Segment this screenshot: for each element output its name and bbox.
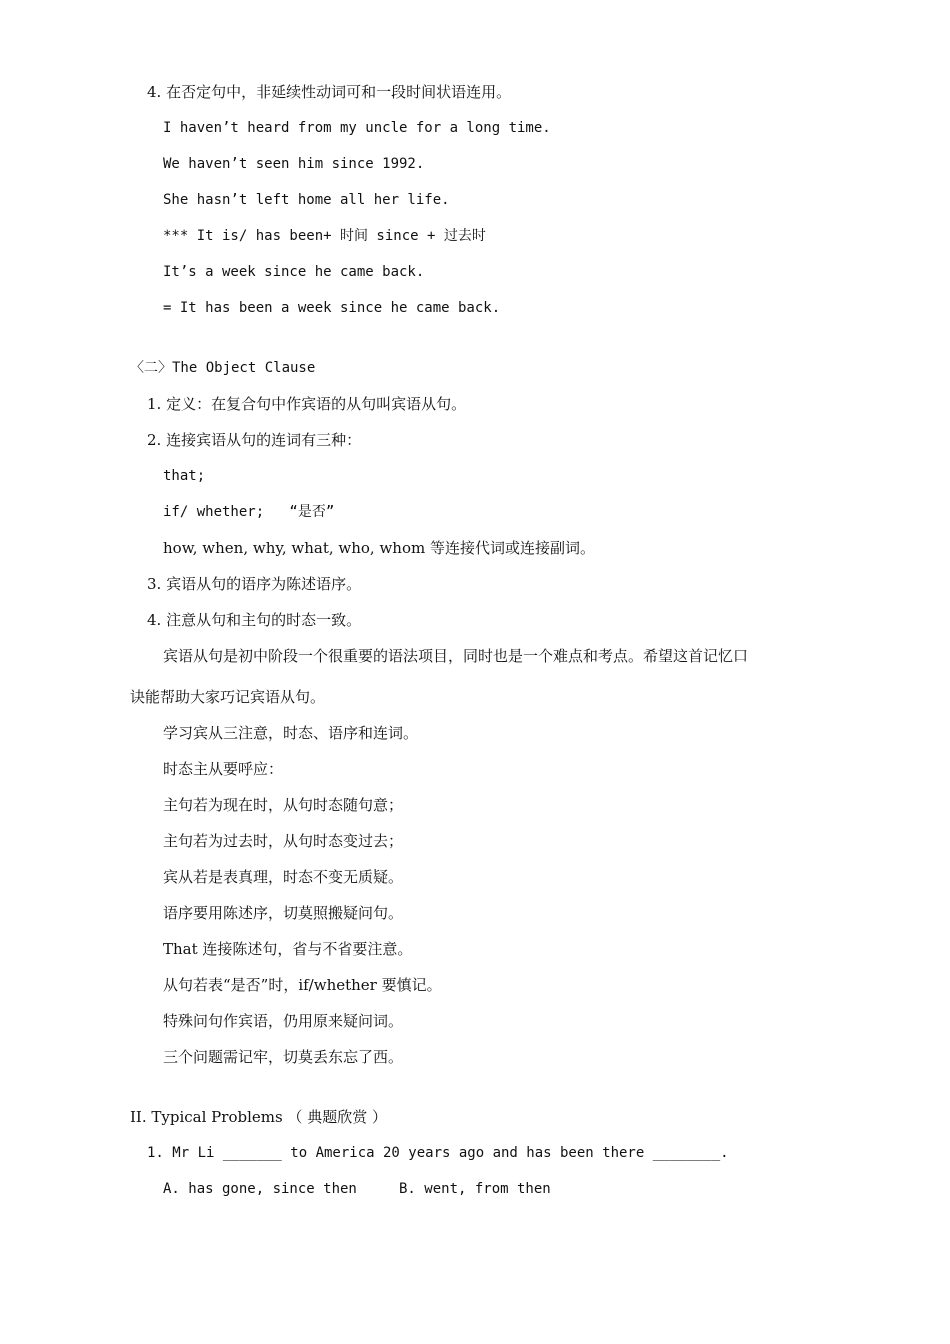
object-clause-item-3: 3. 宾语从句的语序为陈述语序。 (147, 575, 362, 593)
object-clause-heading: 〈二〉The Object Clause (130, 360, 316, 376)
rhyme-line: 特殊问句作宾语，仍用原来疑问词。 (163, 1012, 404, 1030)
rhyme-line: 主句若为现在时，从句时态随句意； (163, 796, 404, 814)
typical-problems-heading: II. Typical Problems （ 典题欣赏 ） (130, 1108, 387, 1126)
example-sentence-1: I haven’t heard from my uncle for a long time. (163, 120, 551, 136)
conjunction-that: that; (163, 468, 206, 484)
object-clause-item-4: 4. 注意从句和主句的时态一致。 (147, 611, 362, 629)
rhyme-line: 语序要用陈述序，切莫照搬疑问句。 (163, 904, 404, 922)
object-clause-item-2: 2. 连接宾语从句的连词有三种： (147, 431, 362, 449)
rhyme-line: 从句若表“是否”时，if/whether 要慎记。 (163, 976, 442, 994)
tense-item-4: 4. 在否定句中，非延续性动词可和一段时间状语连用。 (147, 83, 512, 101)
example-sentence-4: It’s a week since he came back. (163, 264, 425, 280)
question-1-options: A. has gone, since then B. went, from then (163, 1181, 551, 1197)
object-clause-item-1: 1. 定义：在复合句中作宾语的从句叫宾语从句。 (147, 395, 467, 413)
rhyme-line: 主句若为过去时，从句时态变过去； (163, 832, 404, 850)
pattern-note: *** It is/ has been+ 时间 since + 过去时 (163, 228, 486, 244)
example-sentence-2: We haven’t seen him since 1992. (163, 156, 425, 172)
example-sentence-5: = It has been a week since he came back. (163, 300, 501, 316)
example-sentence-3: She hasn’t left home all her life. (163, 192, 450, 208)
rhyme-line: 宾从若是表真理，时态不变无质疑。 (163, 868, 404, 886)
intro-paragraph-line-2: 诀能帮助大家巧记宾语从句。 (130, 688, 326, 706)
rhyme-line: 学习宾从三注意，时态、语序和连词。 (163, 724, 419, 742)
rhyme-line: 三个问题需记牢，切莫丢东忘了西。 (163, 1048, 404, 1066)
conjunction-wh-words: how, when, why, what, who, whom 等连接代词或连接副词。 (163, 539, 595, 557)
question-1: 1. Mr Li _______ to America 20 years ago and has been there ________. (147, 1145, 729, 1161)
rhyme-line: 时态主从要呼应： (163, 760, 284, 778)
conjunction-if-whether: if/ whether; “是否” (163, 504, 335, 520)
intro-paragraph-line-1: 宾语从句是初中阶段一个很重要的语法项目，同时也是一个难点和考点。希望这首记忆口 (163, 647, 749, 665)
rhyme-line: That 连接陈述句，省与不省要注意。 (163, 940, 413, 958)
